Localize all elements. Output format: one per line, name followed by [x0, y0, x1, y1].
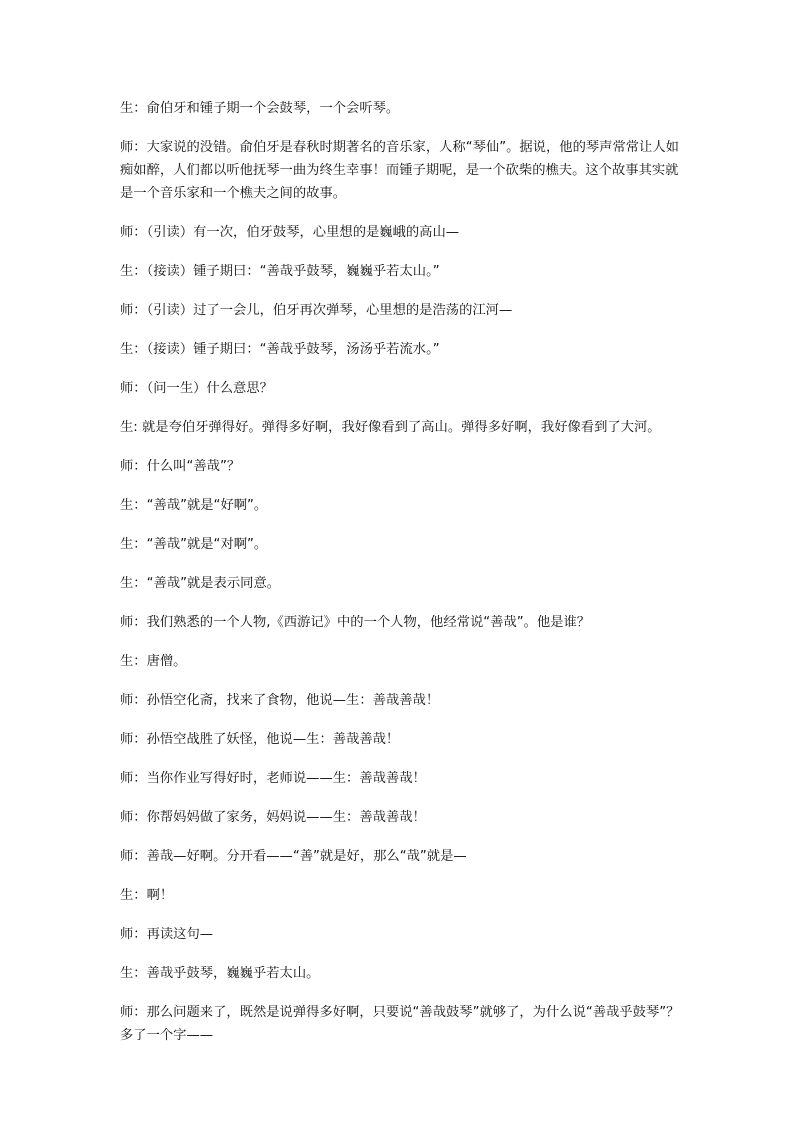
- dialogue-line: 师：（引读）有一次，伯牙鼓琴，心里想的是巍峨的高山—: [120, 225, 460, 240]
- dialogue-line: 师：什么叫“善哉”？: [120, 459, 241, 474]
- dialogue-line: 师：（引读）过了一会儿，伯牙再次弹琴，心里想的是浩荡的江河—: [120, 303, 513, 318]
- dialogue-line: 师：那么问题来了，既然是说弹得多好啊，只要说“善哉鼓琴”就够了，为什么说“善哉乎鼓琴”？多了一个字——: [120, 1005, 680, 1043]
- dialogue-line: 师：孙悟空战胜了妖怪，他说—生：善哉善哉！: [120, 732, 400, 747]
- dialogue-line: 生：（接读）锺子期曰：“善哉乎鼓琴，汤汤乎若流水。”: [120, 342, 440, 357]
- dialogue-line: 师：孙悟空化斋，找来了食物，他说—生：善哉善哉！: [120, 693, 440, 708]
- dialogue-line: 生：善哉乎鼓琴，巍巍乎若太山。: [120, 966, 320, 981]
- dialogue-line: 生：“善哉”就是“好啊”。: [120, 498, 268, 513]
- dialogue-body: [120, 97, 680, 1063]
- dialogue-line: 生：俞伯牙和锺子期一个会鼓琴，一个会听琴。: [120, 101, 400, 116]
- dialogue-line: 师：大家说的没错。俞伯牙是春秋时期著名的音乐家，人称“琴仙”。据说，他的琴声常常让人如痴如醉，人们都以听他抚琴一曲为终生幸事！而锺子期呢，是一个砍柴的樵夫。这个故事其实就是一个音乐家和一个樵夫之间的故事。: [120, 140, 679, 201]
- dialogue-line: 师：当你作业写得好时，老师说——生：善哉善哉！: [120, 771, 426, 786]
- dialogue-line: 师：再读这句—: [120, 927, 214, 942]
- dialogue-line: 师：你帮妈妈做了家务，妈妈说——生：善哉善哉！: [120, 810, 426, 825]
- dialogue-line: 生：啊！: [120, 888, 174, 903]
- dialogue-line: 师：（问一生）什么意思？: [120, 381, 273, 396]
- dialogue-line: 师：我们熟悉的一个人物,《西游记》中的一个人物，他经常说“善哉”。他是谁？: [120, 615, 591, 630]
- dialogue-line: 生: 就是夸伯牙弹得好。弹得多好啊，我好像看到了高山。弹得多好啊，我好像看到了大河。: [120, 420, 661, 435]
- dialogue-line: 生：（接读）锺子期曰：“善哉乎鼓琴，巍巍乎若太山。”: [120, 264, 440, 279]
- dialogue-line: 生：“善哉”就是表示同意。: [120, 576, 281, 591]
- dialogue-line: 生：唐僧。: [120, 654, 187, 669]
- dialogue-line: 生：“善哉”就是“对啊”。: [120, 537, 268, 552]
- dialogue-line: 师：善哉—好啊。分开看——“善”就是好，那么“哉”就是—: [120, 849, 467, 864]
